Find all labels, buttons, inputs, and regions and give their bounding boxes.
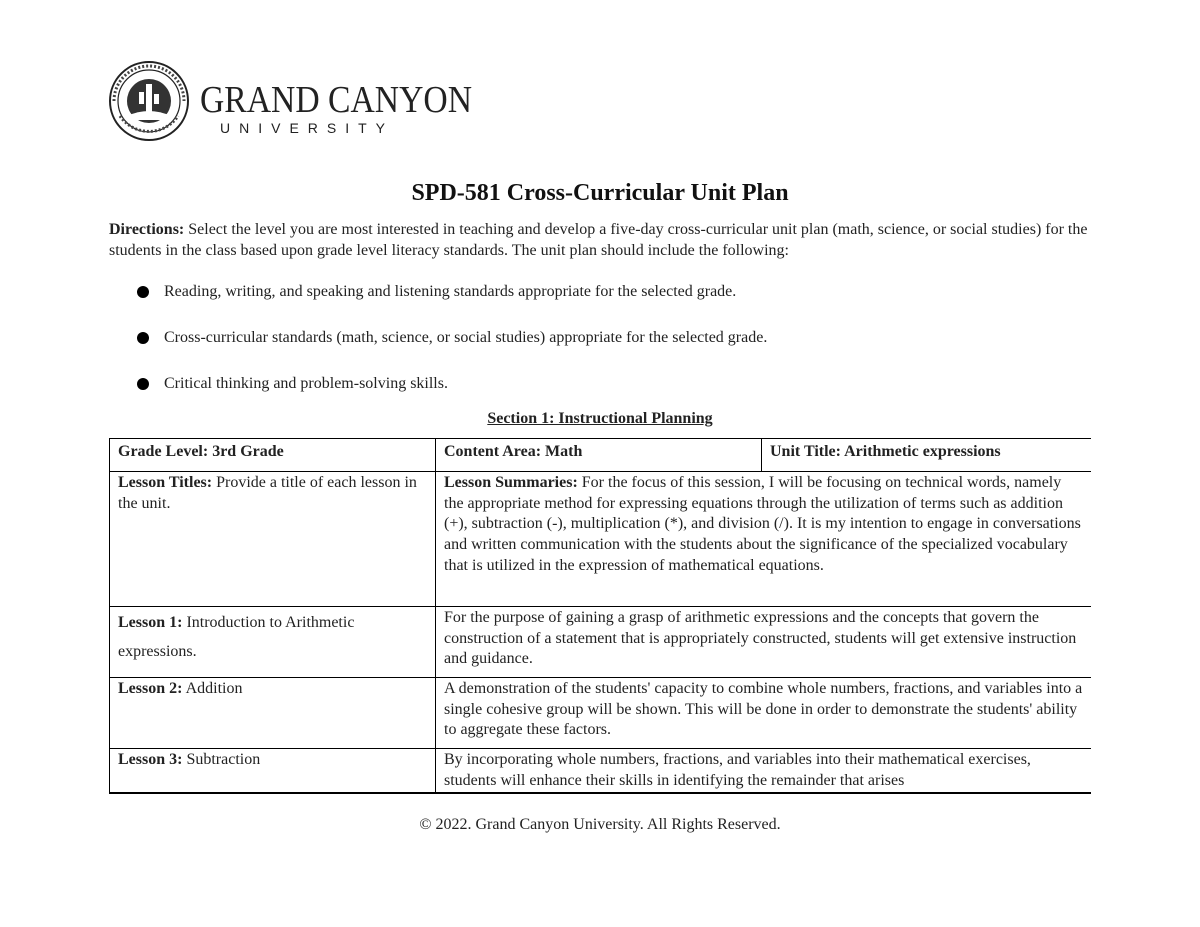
lesson-title-cell: Lesson 3: Subtraction	[110, 749, 436, 793]
logo-wordmark: GRAND CANYON	[200, 79, 472, 121]
bullet-text: Reading, writing, and speaking and listening standards appropriate for the selected grade.	[164, 283, 737, 300]
lesson-titles-cell: Lesson Titles: Provide a title of each lesson in the unit.	[110, 472, 436, 607]
unit-plan-table-wrapper	[109, 438, 1091, 794]
gcu-logo	[108, 60, 488, 142]
grade-level-cell: Grade Level: 3rd Grade	[110, 439, 436, 472]
table-row	[110, 678, 1092, 749]
logo-subtitle: UNIVERSITY	[220, 120, 395, 136]
table-row	[110, 749, 1092, 793]
bullet-text: Cross-curricular standards (math, science, or social studies) appropriate for the selected grade.	[164, 329, 768, 346]
table-row	[110, 472, 1092, 607]
document-title: SPD-581 Cross-Curricular Unit Plan	[411, 180, 789, 206]
lesson-summaries-cell: Lesson Summaries: For the focus of this session, I will be focusing on technical words, namely the appropriate method for expressing equations through the utilization of terms such as addition (+), subtraction (-), multiplication (*), and division (/). It is my intention to engage in conversations and written communication with the students about the significance of the specialized vocabulary that is utilized in the expression of mathematical equations.	[436, 472, 1092, 607]
bullet-icon	[137, 378, 149, 390]
directions-label: Directions:	[109, 221, 185, 238]
content-area-cell: Content Area: Math	[436, 439, 762, 472]
table-header-row	[110, 439, 1092, 472]
lesson-summary-cell: For the purpose of gaining a grasp of arithmetic expressions and the concepts that govern the construction of a statement that is appropriately constructed, students will get extensive instruction and guidance.	[436, 607, 1092, 678]
directions-text: Select the level you are most interested in teaching and develop a five-day cross-curricular unit plan (math, science, or social studies) for the students in the class based upon grade level literacy standards. The unit plan should include the following:	[109, 221, 1088, 259]
copyright-footer: © 2022. Grand Canyon University. All Rights Reserved.	[419, 816, 781, 833]
bullet-icon	[137, 332, 149, 344]
table-row	[110, 607, 1092, 678]
directions-paragraph	[109, 219, 1099, 261]
lesson-summary-cell: A demonstration of the students' capacity to combine whole numbers, fractions, and variables into a single cohesive group will be shown. This will be done in order to demonstrate the students' ability to aggregate these factors.	[436, 678, 1092, 749]
unit-title-cell: Unit Title: Arithmetic expressions	[762, 439, 1092, 472]
lesson-title-cell: Lesson 2: Addition	[110, 678, 436, 749]
lesson-summary-cell: By incorporating whole numbers, fractions, and variables into their mathematical exercises, students will enhance their skills in identifying the remainder that arises	[436, 749, 1092, 793]
unit-plan-table	[109, 438, 1091, 793]
bullet-text: Critical thinking and problem-solving skills.	[164, 375, 448, 392]
lesson-title-cell: Lesson 1: Introduction to Arithmetic expressions.	[110, 607, 436, 678]
gcu-seal	[110, 62, 188, 140]
bullet-icon	[137, 286, 149, 298]
section-heading: Section 1: Instructional Planning	[487, 410, 713, 427]
